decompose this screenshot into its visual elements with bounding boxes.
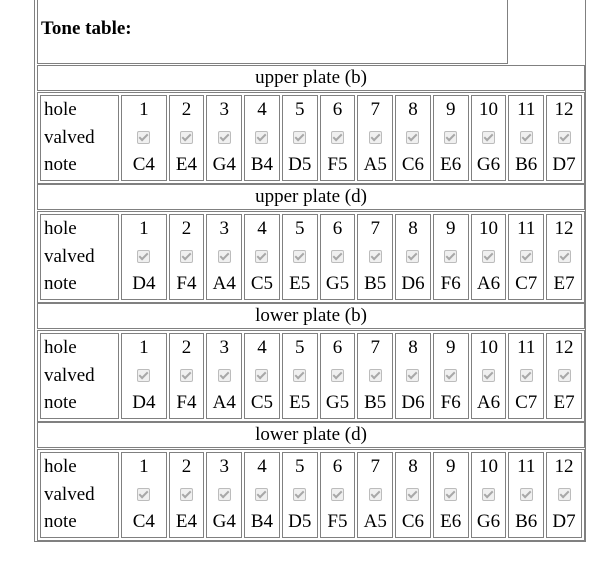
valved-checkbox[interactable] (137, 250, 150, 263)
note-value: G5 (325, 273, 350, 294)
note-value: D5 (288, 154, 312, 175)
valved-cell (472, 124, 506, 152)
valved-checkbox[interactable] (482, 369, 495, 382)
hole-column (357, 95, 393, 181)
valved-cell (547, 243, 581, 271)
valved-cell (434, 243, 468, 271)
hole-number: 4 (257, 337, 267, 358)
note-value: E5 (289, 392, 311, 413)
valved-checkbox[interactable] (369, 131, 382, 144)
hole-number: 5 (294, 99, 305, 120)
note-value: G5 (325, 392, 350, 413)
hole-column (546, 214, 582, 300)
valved-checkbox[interactable] (218, 250, 231, 263)
valved-cell (207, 362, 241, 390)
valved-cell (358, 481, 392, 509)
hole-column (282, 214, 318, 300)
valved-cell (321, 124, 355, 152)
valved-cell (547, 481, 581, 509)
note-value: F4 (176, 392, 197, 413)
valved-checkbox[interactable] (482, 131, 495, 144)
hole-number: 12 (554, 218, 574, 239)
hole-number: 1 (139, 456, 149, 477)
row-label-valved: valved (44, 245, 95, 267)
valved-checkbox[interactable] (180, 369, 193, 382)
hole-number: 7 (370, 218, 380, 239)
valved-cell (207, 481, 241, 509)
valved-cell (396, 362, 430, 390)
hole-number: 8 (408, 218, 418, 239)
valved-cell (170, 124, 204, 152)
hole-column (320, 214, 356, 300)
hole-column (244, 95, 280, 181)
hole-number: 11 (517, 99, 536, 120)
note-value: B5 (364, 273, 387, 294)
note-value: E7 (553, 273, 575, 294)
hole-column (169, 333, 205, 419)
hole-number: 2 (181, 218, 192, 239)
hole-column (320, 452, 356, 538)
valved-cell (321, 243, 355, 271)
hole-column (395, 214, 431, 300)
valved-checkbox[interactable] (331, 250, 344, 263)
row-label-hole: hole (44, 218, 77, 239)
row-labels (40, 214, 119, 300)
valved-checkbox[interactable] (406, 488, 419, 501)
note-value: A5 (363, 154, 387, 175)
hole-column (282, 333, 318, 419)
valved-checkbox[interactable] (293, 131, 306, 144)
hole-number: 6 (332, 456, 343, 477)
note-value: F6 (440, 392, 461, 413)
valved-checkbox[interactable] (444, 369, 457, 382)
valved-checkbox[interactable] (558, 488, 571, 501)
note-value: A4 (212, 273, 236, 294)
valved-cell (245, 481, 279, 509)
valved-checkbox[interactable] (444, 131, 457, 144)
valved-checkbox[interactable] (255, 250, 268, 263)
note-value: C7 (515, 392, 538, 413)
hole-column (395, 452, 431, 538)
note-value: G4 (212, 154, 236, 175)
valved-cell (321, 481, 355, 509)
note-value: D4 (132, 273, 156, 294)
valved-cell (122, 243, 166, 271)
note-value: F5 (327, 511, 348, 532)
hole-number: 2 (181, 456, 192, 477)
valved-checkbox[interactable] (558, 250, 571, 263)
hole-column (206, 214, 242, 300)
hole-column (320, 95, 356, 181)
plate-title: upper plate (d) (37, 184, 585, 210)
hole-column (508, 452, 544, 538)
row-label-note: note (44, 511, 77, 532)
valved-checkbox[interactable] (218, 131, 231, 144)
note-value: F6 (440, 273, 461, 294)
plate-grid (37, 211, 585, 303)
valved-cell (207, 124, 241, 152)
valved-cell (396, 124, 430, 152)
row-label-hole: hole (44, 337, 77, 358)
hole-column (169, 214, 205, 300)
valved-cell (283, 362, 317, 390)
hole-column (546, 333, 582, 419)
hole-number: 4 (257, 218, 267, 239)
hole-number: 10 (478, 218, 498, 239)
valved-cell (472, 481, 506, 509)
valved-cell (358, 124, 392, 152)
valved-checkbox[interactable] (331, 369, 344, 382)
hole-column (508, 95, 544, 181)
hole-column (471, 95, 507, 181)
hole-column (433, 214, 469, 300)
note-value: C7 (515, 273, 538, 294)
note-value: E6 (440, 154, 462, 175)
hole-number: 5 (294, 456, 305, 477)
valved-checkbox[interactable] (558, 369, 571, 382)
note-value: E7 (553, 392, 575, 413)
valved-cell (283, 243, 317, 271)
valved-checkbox[interactable] (444, 250, 457, 263)
valved-cell (472, 362, 506, 390)
hole-column (395, 333, 431, 419)
note-value: C4 (132, 154, 155, 175)
hole-number: 4 (257, 456, 267, 477)
hole-column (169, 95, 205, 181)
valved-cell (434, 481, 468, 509)
row-label-hole: hole (44, 99, 77, 120)
note-value: E4 (175, 154, 198, 175)
hole-column (206, 452, 242, 538)
hole-column (282, 95, 318, 181)
hole-column (471, 333, 507, 419)
note-value: C6 (401, 511, 425, 532)
row-label-valved: valved (44, 364, 95, 386)
hole-number: 6 (332, 99, 343, 120)
hole-column (357, 214, 393, 300)
valved-cell (472, 243, 506, 271)
valved-cell (122, 124, 166, 152)
hole-number: 7 (370, 337, 380, 358)
valved-cell (509, 481, 543, 509)
valved-checkbox[interactable] (369, 250, 382, 263)
valved-cell (547, 124, 581, 152)
valved-checkbox[interactable] (218, 369, 231, 382)
plate-grid (37, 330, 585, 422)
hole-number: 2 (181, 337, 192, 358)
valved-checkbox[interactable] (137, 369, 150, 382)
hole-number: 2 (181, 99, 192, 120)
hole-number: 3 (219, 99, 229, 120)
valved-checkbox[interactable] (558, 131, 571, 144)
hole-number: 8 (408, 337, 418, 358)
row-label-note: note (44, 392, 77, 413)
valved-checkbox[interactable] (180, 250, 193, 263)
valved-checkbox[interactable] (218, 488, 231, 501)
hole-number: 5 (294, 218, 305, 239)
valved-checkbox[interactable] (331, 488, 344, 501)
valved-checkbox[interactable] (406, 250, 419, 263)
valved-cell (434, 124, 468, 152)
valved-cell (509, 124, 543, 152)
note-value: E4 (175, 511, 198, 532)
hole-column (471, 452, 507, 538)
hole-number: 10 (478, 337, 498, 358)
valved-checkbox[interactable] (406, 131, 419, 144)
row-label-note: note (44, 273, 77, 294)
note-value: F5 (327, 154, 348, 175)
note-value: C5 (250, 273, 274, 294)
hole-number: 9 (445, 218, 456, 239)
valved-checkbox[interactable] (137, 488, 150, 501)
valved-cell (245, 362, 279, 390)
note-value: D6 (401, 392, 425, 413)
row-labels (40, 333, 119, 419)
valved-checkbox[interactable] (137, 131, 150, 144)
note-value: B6 (515, 511, 538, 532)
note-value: G6 (476, 154, 501, 175)
valved-cell (358, 243, 392, 271)
plate-title: lower plate (b) (37, 303, 585, 329)
valved-checkbox[interactable] (406, 369, 419, 382)
valved-cell (547, 362, 581, 390)
hole-number: 9 (445, 99, 456, 120)
valved-checkbox[interactable] (255, 488, 268, 501)
hole-column (206, 95, 242, 181)
valved-cell (122, 362, 166, 390)
hole-column (433, 95, 469, 181)
hole-number: 8 (408, 456, 418, 477)
note-value: F4 (176, 273, 197, 294)
hole-number: 3 (219, 456, 229, 477)
valved-cell (396, 243, 430, 271)
note-value: G4 (212, 511, 236, 532)
valved-checkbox[interactable] (520, 369, 533, 382)
hole-number: 5 (294, 337, 305, 358)
hole-number: 4 (257, 99, 267, 120)
hole-column (121, 214, 167, 300)
valved-cell (170, 362, 204, 390)
note-value: B4 (250, 154, 274, 175)
row-labels (40, 95, 119, 181)
valved-cell (283, 481, 317, 509)
valved-cell (245, 243, 279, 271)
plate-grid (37, 449, 585, 541)
note-value: B5 (364, 392, 387, 413)
valved-cell (207, 243, 241, 271)
hole-column (357, 452, 393, 538)
note-value: E6 (440, 511, 462, 532)
hole-column (320, 333, 356, 419)
hole-column (508, 214, 544, 300)
valved-cell (321, 362, 355, 390)
hole-column (244, 333, 280, 419)
note-value: E5 (289, 273, 311, 294)
hole-number: 1 (139, 99, 149, 120)
plate-title: upper plate (b) (37, 65, 585, 91)
hole-number: 6 (332, 337, 343, 358)
hole-column (121, 333, 167, 419)
valved-checkbox[interactable] (180, 131, 193, 144)
plate-title: lower plate (d) (37, 422, 585, 448)
hole-number: 1 (139, 337, 149, 358)
note-value: C4 (132, 511, 155, 532)
valved-checkbox[interactable] (293, 250, 306, 263)
hole-column (244, 452, 280, 538)
row-label-hole: hole (44, 456, 77, 477)
hole-column (395, 95, 431, 181)
hole-number: 10 (478, 99, 498, 120)
note-value: C5 (250, 392, 274, 413)
valved-cell (396, 481, 430, 509)
hole-number: 6 (332, 218, 343, 239)
hole-column (244, 214, 280, 300)
hole-column (169, 452, 205, 538)
valved-checkbox[interactable] (520, 488, 533, 501)
valved-checkbox[interactable] (369, 488, 382, 501)
hole-column (121, 95, 167, 181)
hole-column (433, 333, 469, 419)
valved-cell (509, 362, 543, 390)
note-value: B4 (250, 511, 274, 532)
page-title: Tone table: (41, 18, 132, 39)
hole-number: 9 (445, 456, 456, 477)
hole-number: 12 (554, 337, 574, 358)
note-value: A6 (476, 273, 501, 294)
hole-column (282, 452, 318, 538)
row-label-note: note (44, 154, 77, 175)
note-value: D7 (552, 154, 576, 175)
valved-checkbox[interactable] (369, 369, 382, 382)
hole-number: 9 (445, 337, 456, 358)
valved-checkbox[interactable] (255, 369, 268, 382)
row-label-valved: valved (44, 483, 95, 505)
valved-checkbox[interactable] (482, 250, 495, 263)
hole-column (357, 333, 393, 419)
valved-cell (245, 124, 279, 152)
row-label-valved: valved (44, 126, 95, 148)
note-value: D7 (552, 511, 576, 532)
hole-column (121, 452, 167, 538)
hole-column (206, 333, 242, 419)
note-value: C6 (401, 154, 425, 175)
hole-number: 11 (517, 337, 536, 358)
note-value: A6 (476, 392, 501, 413)
note-value: A4 (212, 392, 236, 413)
valved-checkbox[interactable] (520, 250, 533, 263)
valved-cell (170, 243, 204, 271)
hole-column (546, 95, 582, 181)
note-value: D4 (132, 392, 156, 413)
valved-cell (509, 243, 543, 271)
note-value: D6 (401, 273, 425, 294)
note-value: A5 (363, 511, 387, 532)
hole-column (471, 214, 507, 300)
hole-number: 11 (517, 456, 536, 477)
row-labels (40, 452, 119, 538)
hole-column (433, 452, 469, 538)
hole-number: 3 (219, 218, 229, 239)
hole-column (508, 333, 544, 419)
hole-number: 11 (517, 218, 536, 239)
valved-cell (283, 124, 317, 152)
valved-checkbox[interactable] (482, 488, 495, 501)
hole-number: 10 (478, 456, 498, 477)
note-value: G6 (476, 511, 501, 532)
valved-cell (122, 481, 166, 509)
note-value: D5 (288, 511, 312, 532)
hole-number: 7 (370, 456, 380, 477)
plate-grid (37, 92, 585, 184)
hole-number: 8 (408, 99, 418, 120)
hole-number: 7 (370, 99, 380, 120)
valved-checkbox[interactable] (293, 488, 306, 501)
valved-cell (170, 481, 204, 509)
valved-checkbox[interactable] (255, 131, 268, 144)
hole-column (546, 452, 582, 538)
valved-checkbox[interactable] (331, 131, 344, 144)
valved-checkbox[interactable] (293, 369, 306, 382)
hole-number: 3 (219, 337, 229, 358)
valved-checkbox[interactable] (520, 131, 533, 144)
valved-checkbox[interactable] (444, 488, 457, 501)
valved-cell (358, 362, 392, 390)
valved-cell (434, 362, 468, 390)
hole-number: 1 (139, 218, 149, 239)
hole-number: 12 (554, 456, 574, 477)
valved-checkbox[interactable] (180, 488, 193, 501)
hole-number: 12 (554, 99, 574, 120)
note-value: B6 (515, 154, 538, 175)
